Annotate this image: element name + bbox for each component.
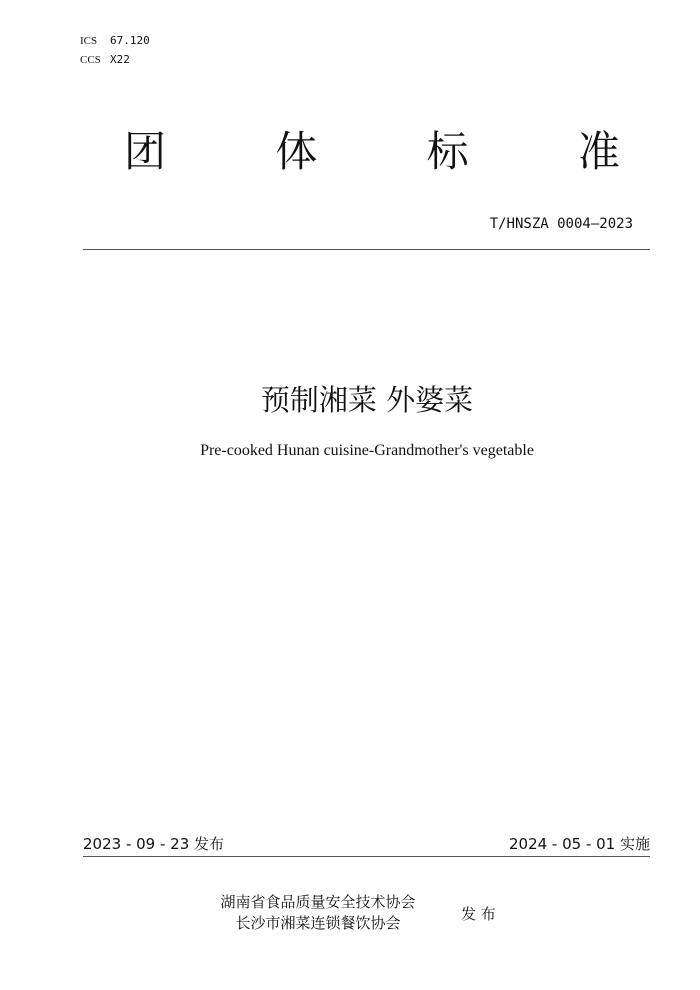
ics-label: ICS (80, 35, 98, 47)
chinese-title: 预制湘菜 外婆菜 (260, 383, 474, 417)
publisher-name: 湖南省食品质量安全技术协会 (220, 893, 416, 911)
standard-type-char: 标 (426, 127, 469, 176)
publication-date: 2023 - 09 - 23 发布 (83, 835, 225, 853)
top-divider (83, 249, 650, 250)
standard-type-char: 准 (577, 127, 620, 176)
ics-value: 67.120 (110, 34, 150, 47)
ics-classification (80, 34, 150, 48)
bottom-divider (83, 856, 650, 857)
publisher-name: 长沙市湘菜连锁餐饮协会 (235, 914, 401, 932)
standard-type-char: 体 (275, 127, 318, 176)
issued-label: 发 布 (461, 905, 496, 923)
ccs-label: CCS (80, 54, 101, 66)
ccs-value: X22 (110, 53, 130, 66)
standard-code: T/HNSZA 0004—2023 (489, 216, 633, 232)
standard-type-title (124, 126, 620, 178)
english-title: Pre-cooked Hunan cuisine-Grandmother's vegetable (200, 442, 534, 459)
implementation-date: 2024 - 05 - 01 实施 (508, 835, 650, 853)
ccs-classification (80, 53, 130, 67)
publisher-list (200, 892, 436, 934)
standard-type-char: 团 (124, 127, 167, 176)
